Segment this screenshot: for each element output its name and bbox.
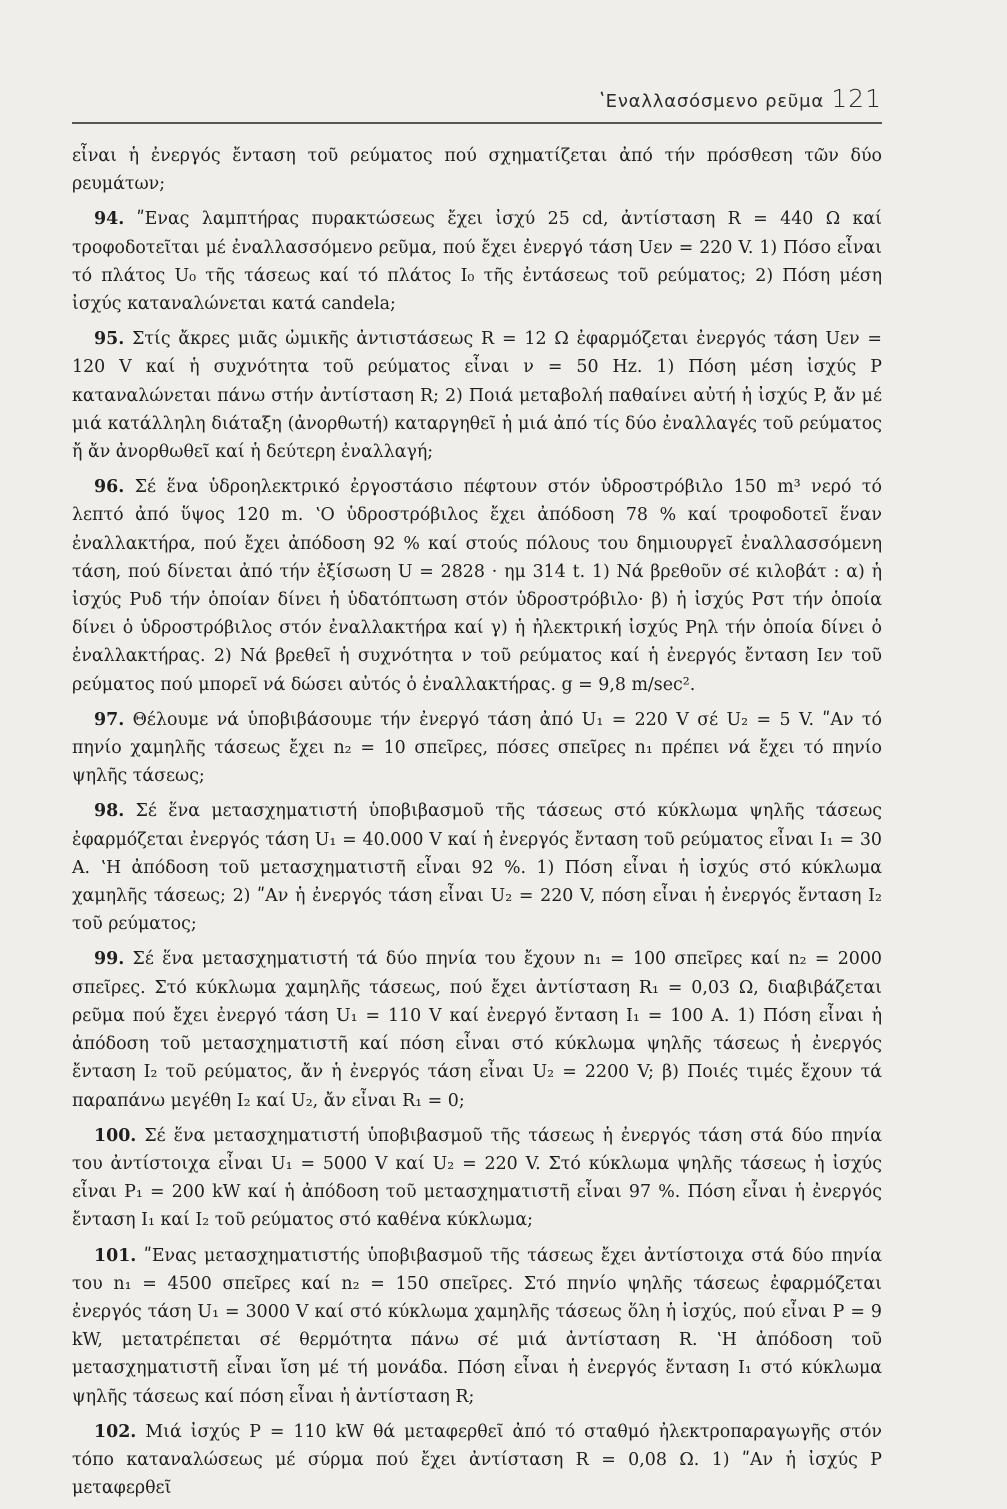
problem-text: εἶναι ἡ ἐνεργός ἔνταση τοῦ ρεύματος πού σχηματίζεται ἀπό τήν πρόσθεση τῶν δύο ρευμάτων; [72, 146, 882, 195]
problem-101 [72, 1242, 882, 1411]
paragraph-continuation [72, 142, 882, 198]
problem-98 [72, 797, 882, 938]
book-page [72, 84, 882, 1509]
problem-text: Σέ ἕνα μετασχηματιστή τά δύο πηνία του ἔχουν n₁ = 100 σπεῖρες καί n₂ = 2000 σπεῖρες. Στό κύκλωμα χαμηλῆς τάσεως, πού ἔχει ἀντίσταση R₁ = 0,03 Ω, διαβιβάζεται ρεῦμα πού ἔχει ἐνεργό τάση U₁ = 110 V καί ἐνεργό ἔνταση I₁ = 100 A. 1) Πόση εἶναι ἡ ἀπόδοση τοῦ μετασχηματιστῆ καί πόση εἶναι στό κύκλωμα ψηλῆς τάσεως ἡ ἐνεργός ἔνταση I₂ τοῦ ρεύματος, ἄν ἡ ἐνεργός τάση εἶναι U₂ = 2200 V; β) Ποιές τιμές ἔχουν τά παραπάνω μεγέθη I₂ καί U₂, ἄν εἶναι R₁ = 0; [72, 949, 882, 1111]
problem-number: 98. [94, 801, 125, 822]
header-title: ʽΕναλλασόσμενο ρεῦμα [599, 91, 824, 112]
problem-text: ʺΕνας λαμπτήρας πυρακτώσεως ἔχει ἰσχύ 25 cd, ἀντίσταση R = 440 Ω καί τροφοδοτεῖται μέ ἐναλλασσόμενο ρεῦμα, πού ἔχει ἐνεργό τάση Uεν = 220 V. 1) Πόσο εἶναι τό πλάτος U₀ τῆς τάσεως καί τό πλάτος I₀ τῆς ἐντάσεως τοῦ ρεύματος; 2) Πόση μέση ἰσχύς καταναλώνεται κατά candela; [72, 209, 882, 315]
problem-number: 102. [94, 1421, 137, 1442]
problem-95 [72, 325, 882, 466]
problem-number: 99. [94, 949, 125, 970]
problem-number: 100. [94, 1125, 137, 1146]
problem-text: Σέ ἕνα ὑδροηλεκτρικό ἐργοστάσιο πέφτουν στόν ὑδροστρόβιλο 150 m³ νερό τό λεπτό ἀπό ὕψος 120 m. ʽΟ ὑδροστρόβιλος ἔχει ἀπόδοση 78 % καί τροφοδοτεῖ ἕναν ἐναλλακτήρα, πού ἔχει ἀπόδοση 92 % καί στούς πόλους του δημιουργεῖ ἐναλλασσόμενη τάση, πού δίνεται ἀπό τήν ἐξίσωση U = 2828 · ημ 314 t. 1) Νά βρεθοῦν σέ κιλοβάτ : α) ἡ ἰσχύς Pυδ τήν ὁποίαν δίνει ἡ ὑδατόπτωση στόν ὑδροστρόβιλο· β) ἡ ἰσχύς Pστ τήν ὁποία δίνει ὁ ὑδροστρόβιλος στόν ἐναλλακτήρα καί γ) ἡ ἠλεκτρική ἰσχύς Pηλ τήν ὁποία δίνει ὁ ἐναλλακτήρας. 2) Νά βρεθεῖ ἡ συχνότητα ν τοῦ ρεύματος καί ἡ ἐνεργός ἔνταση Iεν τοῦ ρεύματος πού μπορεῖ νά δώσει αὐτός ὁ ἐναλλακτήρας. g = 9,8 m/sec². [72, 477, 882, 695]
problem-100 [72, 1122, 882, 1235]
page-content [72, 142, 882, 1502]
problem-number: 101. [94, 1245, 137, 1266]
problem-number: 96. [94, 477, 125, 498]
problem-96 [72, 473, 882, 699]
problem-text: Μιά ἰσχύς P = 110 kW θά μεταφερθεῖ ἀπό τό σταθμό ἠλεκτροπαραγωγῆς στόν τόπο καταναλώσεως μέ σύρμα πού ἔχει ἀντίσταση R = 0,08 Ω. 1) ʺΑν ἡ ἰσχύς P μεταφερθεῖ [72, 1421, 883, 1499]
page-number: 121 [831, 84, 882, 113]
problem-text: Σέ ἕνα μετασχηματιστή ὑποβιβασμοῦ τῆς τάσεως ἡ ἐνεργός τάση στά δύο πηνία του ἀντίστοιχα εἶναι U₁ = 5000 V καί U₂ = 220 V. Στό κύκλωμα ψηλῆς τάσεως ἡ ἰσχύς εἶναι P₁ = 200 kW καί ἡ ἀπόδοση τοῦ μετασχηματιστῆ εἶναι 97 %. Πόση εἶναι ἡ ἐνεργός ἔνταση I₁ καί I₂ τοῦ ρεύματος στό καθένα κύκλωμα; [72, 1125, 882, 1231]
problem-number: 97. [94, 709, 125, 730]
problem-99 [72, 945, 882, 1114]
problem-text: Στίς ἄκρες μιᾶς ὠμικῆς ἀντιστάσεως R = 12 Ω ἐφαρμόζεται ἐνεργός τάση Uεν = 120 V καί ἡ συχνότητα τοῦ ρεύματος εἶναι ν = 50 Hz. 1) Πόση μέση ἰσχύς P καταναλώνεται πάνω στήν ἀντίσταση R; 2) Ποιά μεταβολή παθαίνει αὐτή ἡ ἰσχύς P, ἄν μέ μιά κατάλληλη διάταξη (ἀνορθωτή) καταργηθεῖ ἡ μιά ἀπό τίς δύο ἐναλλαγές τοῦ ρεύματος ἤ ἄν ἀνορθωθεῖ καί ἡ δεύτερη ἐναλλαγή; [72, 329, 883, 463]
problem-text: Θέλουμε νά ὑποβιβάσουμε τήν ἐνεργό τάση ἀπό U₁ = 220 V σέ U₂ = 5 V. ʺΑν τό πηνίο χαμηλῆς τάσεως ἔχει n₂ = 10 σπεῖρες, πόσες σπεῖρες n₁ πρέπει νά ἔχει τό πηνίο ψηλῆς τάσεως; [72, 709, 883, 787]
problem-94 [72, 205, 882, 318]
problem-97 [72, 706, 882, 791]
problem-text: ʺΕνας μετασχηματιστής ὑποβιβασμοῦ τῆς τάσεως ἔχει ἀντίστοιχα στά δύο πηνία του n₁ = 4500 σπεῖρες καί n₂ = 150 σπεῖρες. Στό πηνίο ψηλῆς τάσεως ἐφαρμόζεται ἐνεργός τάση U₁ = 3000 V καί στό κύκλωμα χαμηλῆς τάσεως ὅλη ἡ ἰσχύς, πού εἶναι P = 9 kW, μετατρέπεται σέ θερμότητα πάνω σέ μιά ἀντίσταση R. ʽΗ ἀπόδοση τοῦ μετασχηματιστῆ εἶναι ἴση μέ τή μονάδα. Πόση εἶναι ἡ ἐνεργός ἔνταση I₁ στό κύκλωμα ψηλῆς τάσεως καί πόση εἶναι ἡ ἀντίσταση R; [72, 1245, 882, 1407]
problem-text: Σέ ἕνα μετασχηματιστή ὑποβιβασμοῦ τῆς τάσεως στό κύκλωμα ψηλῆς τάσεως ἐφαρμόζεται ἐνεργός τάση U₁ = 40.000 V καί ἡ ἐνεργός ἔνταση τοῦ ρεύματος εἶναι I₁ = 30 A. ʽΗ ἀπόδοση τοῦ μετασχηματιστῆ εἶναι 92 %. 1) Πόση εἶναι ἡ ἰσχύς στό κύκλωμα χαμηλῆς τάσεως; 2) ʺΑν ἡ ἐνεργός τάση εἶναι U₂ = 220 V, πόση εἶναι ἡ ἐνεργός ἔνταση I₂ τοῦ ρεύματος; [72, 801, 882, 935]
header-rule [72, 122, 882, 124]
problem-number: 94. [94, 209, 125, 230]
problem-102 [72, 1418, 882, 1503]
problem-number: 95. [94, 329, 125, 350]
running-header [72, 84, 882, 124]
